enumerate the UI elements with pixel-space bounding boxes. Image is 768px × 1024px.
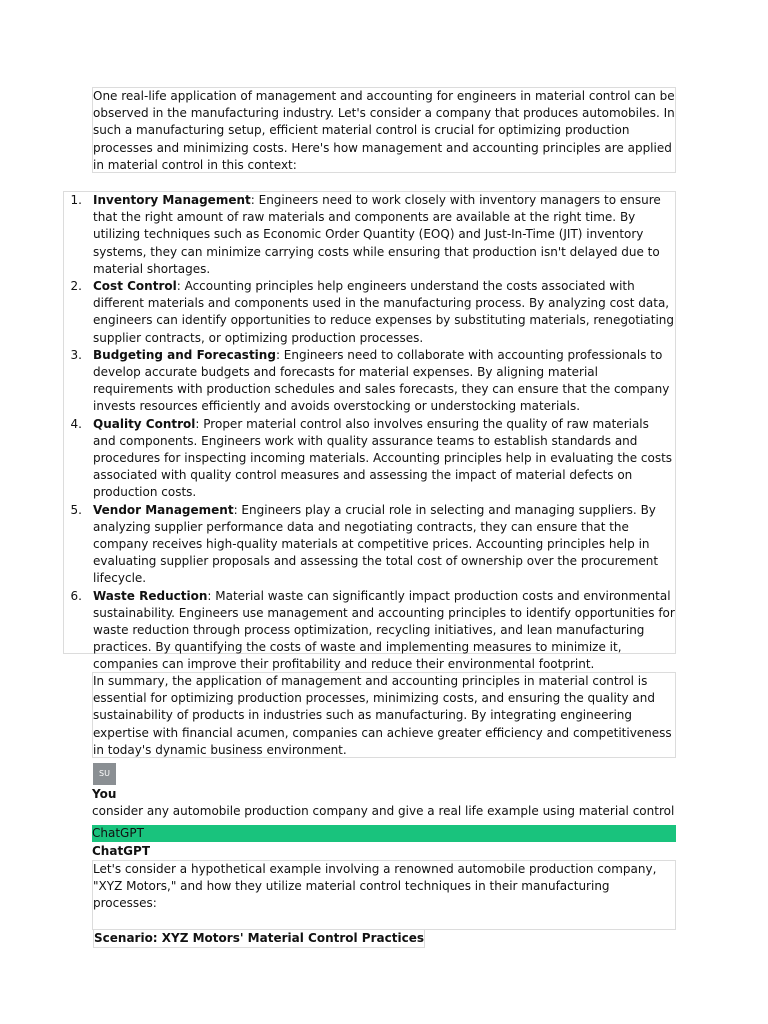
numbered-list [64,192,675,674]
list-term: Waste Reduction [93,588,208,603]
user-label: You [92,787,117,801]
list-text: : Engineers need to work closely with inventory managers to ensure that the right amount of raw materials and components are available at the right time. By utilizing techniques such as Economic Order Quantity (EOQ) and Just-In-Time (JIT) inventory systems, they can minimize carrying costs while ensuring that production isn't delayed due to material shortages. [93,193,661,276]
list-number: 4. [70,416,82,431]
list-term: Cost Control [93,279,177,294]
list-text: : Engineers play a crucial role in selecting and managing suppliers. By analyzing supplier performance data and negotiating contracts, they can ensure that the company receives high-quality materials at competitive prices. Accounting principles help in evaluating supplier proposals and assessing the total cost of ownership over the procurement lifecycle. [93,502,659,586]
assistant-header-bar: ChatGPT [92,825,676,842]
user-avatar: SU [93,763,116,785]
list-term: Inventory Management [93,193,251,207]
list-item [64,502,675,588]
list-text: : Accounting principles help engineers understand the costs associated with different materials and components used in the manufacturing process. By analyzing cost data, engineers can identify opportunities to reduce expenses by substituting materials, renegotiating supplier contracts, or optimizing production processes. [93,279,674,345]
list-item [64,416,675,502]
list-text: : Material waste can significantly impact production costs and environmental sustainability. Engineers use management and accounting principles to identify opportunities for waste reduction through process optimization, recycling initiatives, and lean manufacturing practices. By quantifying the costs of waste and implementing measures to minimize it, companies can improve their profitability and reduce their environmental footprint. [93,588,675,672]
assistant-reply [92,860,676,945]
application-list [63,191,676,672]
reply-text: Let's consider a hypothetical example involving a renowned automobile production company, "XYZ Motors," and how they utilize material control techniques in their manufacturing processes: [93,862,657,911]
list-number: 6. [70,588,82,603]
list-text: : Proper material control also involves ensuring the quality of raw materials and components. Engineers work with quality assurance teams to establish standards and procedures for inspecting incoming materials. Accounting principles help in evaluating the costs associated with quality control measures and assessing the impact of material defects on production costs. [93,416,673,500]
intro-paragraph: One real-life application of management and accounting for engineers in material control can be observed in the manufacturing industry. Let's consider a company that produces automobiles. In such a manufacturing setup, efficient material control is crucial for optimizing production processes and minimizing costs. Here's how management and accounting principles are applied in material control in this context: [93,89,675,172]
list-number: 5. [70,502,82,517]
list-item [64,347,675,416]
list-item [64,588,675,674]
summary-paragraph: In summary, the application of management and accounting principles in material control is essential for optimizing production processes, minimizing costs, and ensuring the quality and sustainability of products in industries such as manufacturing. By integrating engineering expertise with financial acumen, companies can achieve greater efficiency and competitiveness in today's dynamic business environment. [92,672,676,758]
list-text: : Engineers need to collaborate with accounting professionals to develop accurate budgets and forecasts for material expenses. By aligning material requirements with production schedules and sales forecasts, they can ensure that the company invests resources efficiently and avoids overstocking or understocking materials. [93,347,670,414]
list-item [64,192,675,278]
list-number: 1. [70,193,82,207]
user-message: consider any automobile production company and give a real life example using material control [92,804,675,818]
scenario-heading: Scenario: XYZ Motors' Material Control Practices [93,929,425,948]
list-term: Budgeting and Forecasting [93,347,276,362]
list-number: 2. [70,279,82,294]
list-item [64,278,675,347]
list-term: Quality Control [93,416,196,431]
list-number: 3. [70,347,82,362]
assistant-label: ChatGPT [92,844,151,858]
list-term: Vendor Management [93,502,234,517]
